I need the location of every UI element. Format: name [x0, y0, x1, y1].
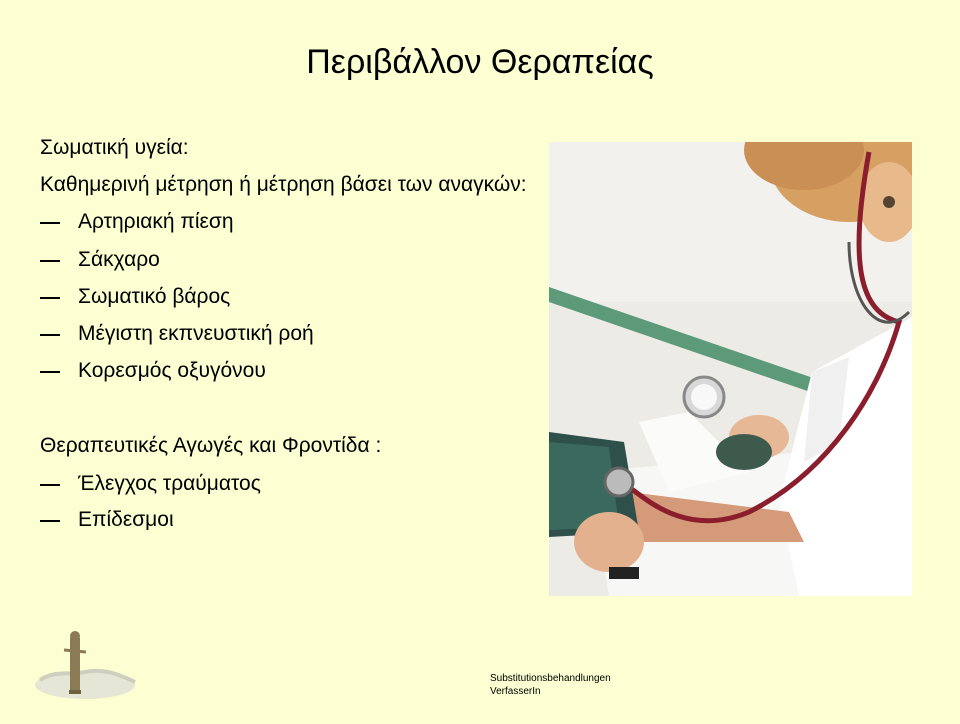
blood-pressure-photo	[549, 142, 912, 596]
footer-line1: Substitutionsbehandlungen	[490, 673, 611, 684]
dash-bullet-icon	[40, 484, 60, 486]
dash-bullet-icon	[40, 520, 60, 522]
footer-line2: VerfasserIn	[490, 686, 541, 697]
dash-bullet-icon	[40, 297, 60, 299]
section1-heading: Σωματική υγεία:	[40, 136, 189, 159]
dash-bullet-icon	[40, 260, 60, 262]
dash-bullet-icon	[40, 334, 60, 336]
section1-intro: Καθημερινή μέτρηση ή μέτρηση βάσει των αναγκών:	[40, 173, 527, 196]
list-item-text: Μέγιστη εκπνευστική ροή	[78, 322, 314, 345]
logo-figure-icon	[30, 630, 140, 700]
slide-title-text: Περιβάλλον Θεραπείας	[306, 43, 654, 81]
list-item-text: Κορεσμός οξυγόνου	[78, 359, 266, 382]
section2-heading: Θεραπευτικές Αγωγές και Φροντίδα :	[40, 434, 382, 457]
list-item-text: Έλεγχος τραύματος	[78, 472, 261, 495]
dash-bullet-icon	[40, 371, 60, 373]
list-item-text: Αρτηριακή πίεση	[78, 210, 234, 233]
list-item-text: Σωματικό βάρος	[78, 285, 231, 308]
slide-title	[0, 40, 960, 84]
list-item-text: Σάκχαρο	[78, 248, 160, 271]
blood-pressure-photo-drawing	[549, 142, 912, 596]
list-item-text: Επίδεσμοι	[78, 508, 174, 531]
dash-bullet-icon	[40, 222, 60, 224]
